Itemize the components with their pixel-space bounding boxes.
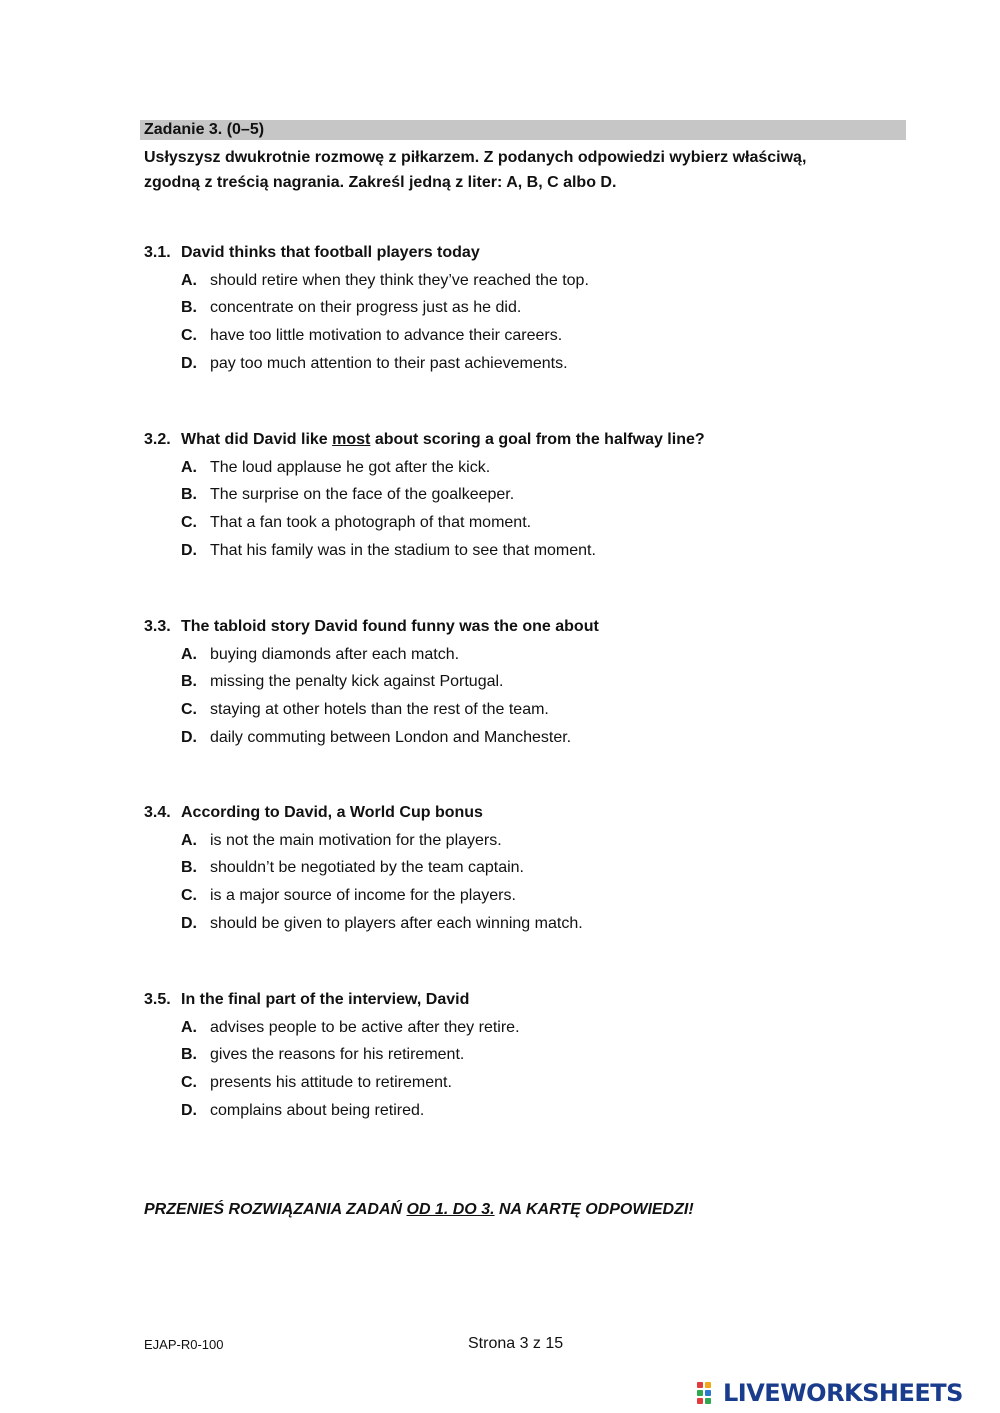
question-number: 3.1. (144, 244, 171, 261)
option-letter: D. (181, 354, 197, 372)
question-text: According to David, a World Cup bonus (181, 804, 483, 821)
option-a[interactable] (144, 1018, 924, 1038)
logo-square-red (697, 1382, 703, 1388)
exam-code: EJAP-R0-100 (144, 1337, 224, 1352)
option-text: concentrate on their progress just as he did. (210, 299, 522, 317)
option-text: should retire when they think they’ve reached the top. (210, 271, 589, 289)
question-stem (144, 803, 924, 823)
liveworksheets-logo-icon (697, 1380, 721, 1406)
logo-square-blue (705, 1390, 711, 1396)
note-text-after: NA KARTĘ ODPOWIEDZI! (494, 1201, 694, 1218)
question-stem (144, 617, 924, 637)
question-stem (144, 430, 924, 450)
option-text: pay too much attention to their past achievements. (210, 354, 568, 372)
option-a[interactable] (144, 271, 924, 291)
option-text: shouldn’t be negotiated by the team captain. (210, 859, 524, 877)
option-letter: B. (181, 299, 197, 317)
logo-text: LIVEWORKSHEETS (723, 1379, 963, 1407)
option-d[interactable] (144, 1101, 924, 1121)
option-letter: A. (181, 831, 197, 849)
option-b[interactable] (144, 858, 924, 878)
option-letter: A. (181, 1018, 197, 1036)
page-number: Strona 3 z 15 (468, 1335, 564, 1352)
question-text: The tabloid story David found funny was the one about (181, 618, 599, 635)
question-stem (144, 243, 924, 263)
question-3-1 (144, 243, 924, 374)
option-text: gives the reasons for his retirement. (210, 1046, 465, 1064)
option-text: buying diamonds after each match. (210, 645, 460, 663)
option-text: The loud applause he got after the kick. (210, 458, 491, 476)
option-d[interactable] (144, 354, 924, 374)
question-number: 3.5. (144, 991, 171, 1008)
logo-square-orange (705, 1382, 711, 1388)
option-letter: D. (181, 1101, 197, 1119)
question-3-5 (144, 990, 924, 1121)
question-3-4 (144, 803, 924, 934)
option-text: presents his attitude to retirement. (210, 1074, 452, 1092)
question-number: 3.2. (144, 431, 171, 448)
logo-square-green (697, 1390, 703, 1396)
transfer-answers-note (144, 1200, 694, 1220)
option-c[interactable] (144, 326, 924, 346)
option-d[interactable] (144, 914, 924, 934)
option-c[interactable] (144, 886, 924, 906)
option-letter: C. (181, 701, 197, 719)
option-d[interactable] (144, 541, 924, 561)
option-letter: A. (181, 271, 197, 289)
option-text: complains about being retired. (210, 1101, 425, 1119)
option-letter: C. (181, 327, 197, 345)
option-letter: C. (181, 1074, 197, 1092)
question-text: David thinks that football players today (181, 244, 480, 261)
option-d[interactable] (144, 728, 924, 748)
option-b[interactable] (144, 1045, 924, 1065)
option-letter: C. (181, 514, 197, 532)
option-text: staying at other hotels than the rest of the team. (210, 701, 549, 719)
option-b[interactable] (144, 485, 924, 505)
option-letter: B. (181, 1046, 197, 1064)
option-c[interactable] (144, 700, 924, 720)
note-text-emphasis: OD 1. DO 3. (406, 1201, 495, 1218)
question-stem (144, 990, 924, 1010)
option-text: That his family was in the stadium to see that moment. (210, 541, 596, 559)
option-letter: D. (181, 728, 197, 746)
option-text: is not the main motivation for the players. (210, 831, 502, 849)
option-letter: B. (181, 486, 197, 504)
question-3-2 (144, 430, 924, 561)
option-text: have too little motivation to advance their careers. (210, 327, 563, 345)
option-text: The surprise on the face of the goalkeeper. (210, 486, 515, 504)
option-letter: A. (181, 645, 197, 663)
question-text-before: What did David like (181, 431, 333, 448)
option-b[interactable] (144, 298, 924, 318)
option-letter: D. (181, 914, 197, 932)
option-letter: A. (181, 458, 197, 476)
option-a[interactable] (144, 831, 924, 851)
option-letter: D. (181, 541, 197, 559)
question-number: 3.3. (144, 618, 171, 635)
option-letter: B. (181, 673, 197, 691)
note-text-before: PRZENIEŚ ROZWIĄZANIA ZADAŃ (144, 1201, 407, 1218)
option-text: is a major source of income for the players. (210, 887, 516, 905)
question-number: 3.4. (144, 804, 171, 821)
logo-square-red-2 (697, 1398, 703, 1404)
option-c[interactable] (144, 513, 924, 533)
logo-square-green-2 (705, 1398, 711, 1404)
option-text: advises people to be active after they retire. (210, 1018, 520, 1036)
option-letter: B. (181, 859, 197, 877)
option-letter: C. (181, 887, 197, 905)
option-text: That a fan took a photograph of that moment. (210, 514, 532, 532)
task-instruction (144, 145, 914, 195)
instruction-line-1: Usłyszysz dwukrotnie rozmowę z piłkarzem. Z podanych odpowiedzi wybierz właściwą, (144, 149, 807, 166)
option-text: missing the penalty kick against Portugal. (210, 673, 504, 691)
option-text: daily commuting between London and Manchester. (210, 728, 572, 746)
option-c[interactable] (144, 1073, 924, 1093)
question-3-3 (144, 617, 924, 748)
question-text-emphasis: most (332, 431, 371, 448)
question-text-after: about scoring a goal from the halfway line? (370, 431, 705, 448)
question-text: In the final part of the interview, David (181, 991, 470, 1008)
option-a[interactable] (144, 458, 924, 478)
option-a[interactable] (144, 645, 924, 665)
instruction-line-2: zgodną z treścią nagrania. Zakreśl jedną z liter: A, B, C albo D. (144, 174, 617, 191)
task-title: Zadanie 3. (0–5) (144, 121, 265, 138)
option-b[interactable] (144, 672, 924, 692)
option-text: should be given to players after each winning match. (210, 914, 583, 932)
liveworksheets-logo[interactable] (697, 1378, 963, 1408)
